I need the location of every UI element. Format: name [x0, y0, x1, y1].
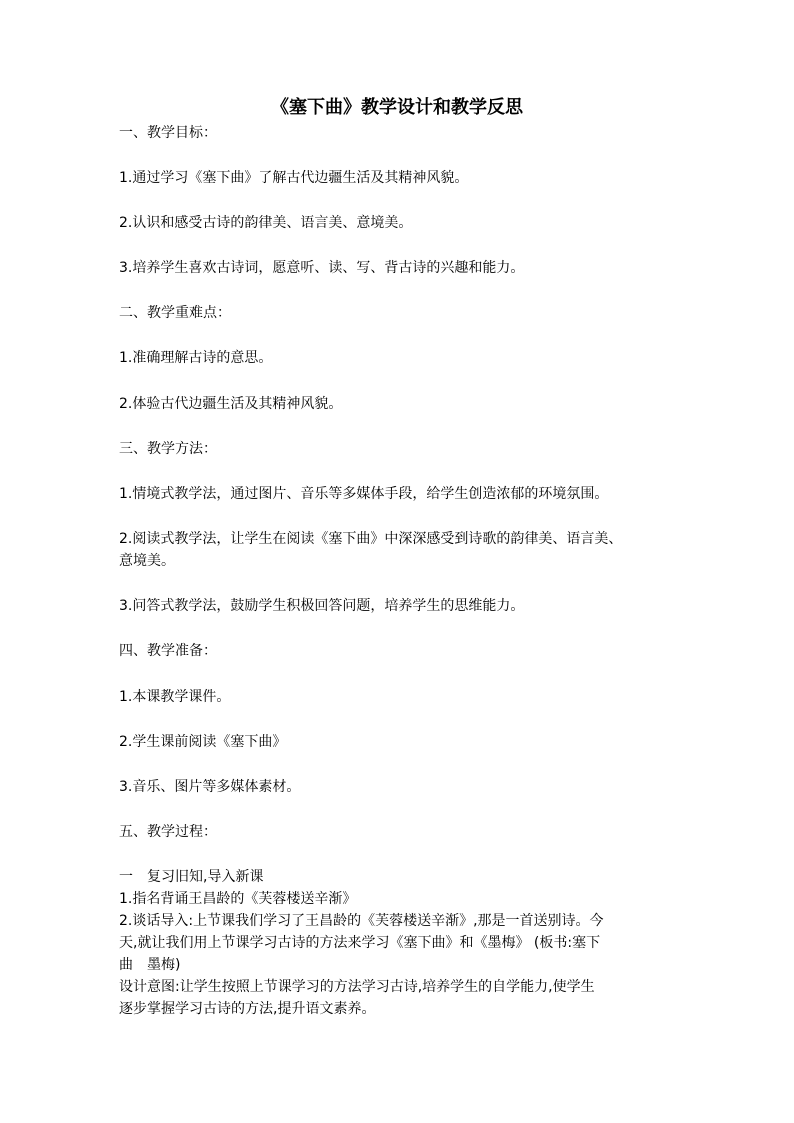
section-heading: 一、教学目标：: [119, 125, 217, 141]
paragraph: 2.认识和感受古诗的韵律美、语言美、意境美。: [119, 215, 413, 231]
paragraph: 1.准确理解古诗的意思。: [119, 350, 273, 366]
paragraph: 1.本课教学课件。: [119, 689, 231, 705]
paragraph: 2.阅读式教学法，让学生在阅读《塞下曲》中深深感受到诗歌的韵律美、语言美、: [119, 531, 623, 547]
section-heading: 五、教学过程：: [119, 824, 217, 840]
paragraph: 设计意图:让学生按照上节课学习的方法学习古诗,培养学生的自学能力,使学生: [119, 979, 595, 995]
paragraph: 1.通过学习《塞下曲》了解古代边疆生活及其精神风貌。: [119, 170, 469, 186]
paragraph: 2.学生课前阅读《塞下曲》: [119, 734, 287, 750]
paragraph: 1.情境式教学法，通过图片、音乐等多媒体手段，给学生创造浓郁的环境氛围。: [119, 486, 609, 502]
paragraph: 逐步掌握学习古诗的方法,提升语文素养。: [119, 1001, 376, 1017]
paragraph: 2.谈话导入:上节课我们学习了王昌龄的《芙蓉楼送辛渐》,那是一首送别诗。今: [119, 913, 604, 929]
paragraph: 3.音乐、图片等多媒体素材。: [119, 779, 301, 795]
section-heading: 三、教学方法：: [119, 441, 217, 457]
paragraph: 曲 墨梅): [119, 957, 181, 973]
paragraph: 天,就让我们用上节课学习古诗的方法来学习《塞下曲》和《墨梅》 (板书:塞下: [119, 935, 601, 951]
paragraph: 3.问答式教学法，鼓励学生积极回答问题，培养学生的思维能力。: [119, 598, 525, 614]
document-title: 《塞下曲》教学设计和教学反思: [271, 97, 523, 118]
section-heading: 二、教学重难点：: [119, 305, 231, 321]
paragraph: 2.体验古代边疆生活及其精神风貌。: [119, 396, 343, 412]
paragraph: 一 复习旧知,导入新课: [119, 869, 264, 885]
paragraph: 1.指名背诵王昌龄的《芙蓉楼送辛渐》: [119, 891, 357, 907]
paragraph: 意境美。: [119, 553, 175, 569]
paragraph: 3.培养学生喜欢古诗词，愿意听、读、写、背古诗的兴趣和能力。: [119, 260, 525, 276]
section-heading: 四、教学准备：: [119, 643, 217, 659]
